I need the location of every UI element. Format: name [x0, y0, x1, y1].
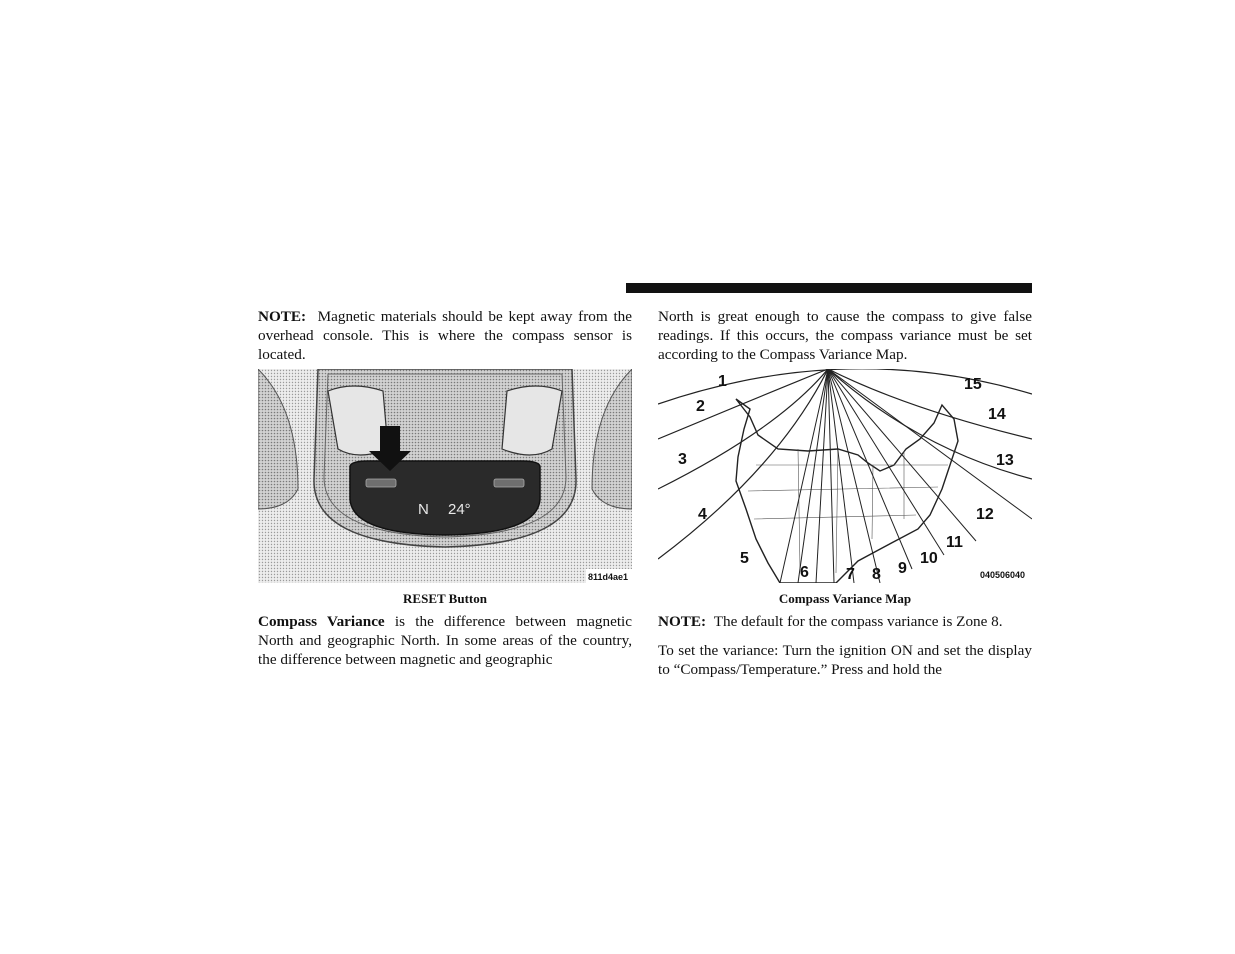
figure-caption-reset: RESET Button	[403, 590, 487, 606]
note-paragraph-right	[658, 612, 1032, 631]
compass-variance-map-figure	[658, 369, 1032, 583]
reset-button-figure	[258, 369, 632, 583]
zone-label-15: 15	[964, 375, 982, 393]
compass-variance-map	[658, 369, 1032, 583]
note-label: NOTE:	[258, 308, 307, 325]
map-figure-code: 040506040	[980, 569, 1026, 580]
zone-label-5: 5	[740, 549, 749, 567]
display-temperature: 24°	[448, 500, 471, 518]
set-variance-paragraph: To set the variance: Turn the ignition ON and set the display to “Compass/Temperature.” Press and hold the	[658, 641, 1032, 679]
continued-paragraph: North is great enough to cause the compass to give false readings. If this occurs, the compass variance must be set according to the Compass Variance Map.	[658, 308, 1032, 364]
zone-label-8: 8	[872, 565, 881, 583]
variance-paragraph	[258, 612, 632, 670]
variance-term: Compass Variance	[258, 612, 385, 630]
step-button[interactable]	[494, 479, 524, 487]
section-header-bar	[626, 283, 1032, 293]
note-text: Magnetic materials should be kept away from the overhead console. This is where the compass sensor is located.	[258, 308, 633, 364]
zone-label-7: 7	[846, 565, 855, 583]
zone-label-11: 11	[946, 533, 963, 551]
note-label-right: NOTE:	[658, 612, 707, 630]
display-heading: N	[418, 500, 429, 518]
zone-label-4: 4	[698, 505, 707, 523]
right-column	[658, 307, 1032, 679]
note-paragraph-left	[258, 307, 632, 365]
overhead-console-illustration	[258, 369, 632, 583]
figure-caption-map: Compass Variance Map	[778, 590, 912, 606]
zone-label-9: 9	[898, 559, 907, 577]
figure-code: 811d4ae1	[588, 571, 629, 582]
reset-button[interactable]	[366, 479, 396, 487]
zone-label-6: 6	[800, 563, 809, 581]
zone-label-1: 1	[718, 372, 727, 390]
zone-label-10: 10	[920, 549, 938, 567]
variance-text: is the difference between magnetic North and geographic North. In some areas of the country, the difference between magnetic and geographic	[258, 612, 633, 669]
zone-label-12: 12	[976, 505, 994, 523]
zone-label-13: 13	[996, 451, 1014, 469]
zone-label-14: 14	[988, 405, 1006, 423]
left-column	[258, 307, 632, 669]
zone-label-3: 3	[678, 450, 687, 468]
note-text-right: The default for the compass variance is Zone 8.	[713, 612, 1003, 630]
zone-label-2: 2	[696, 397, 705, 415]
